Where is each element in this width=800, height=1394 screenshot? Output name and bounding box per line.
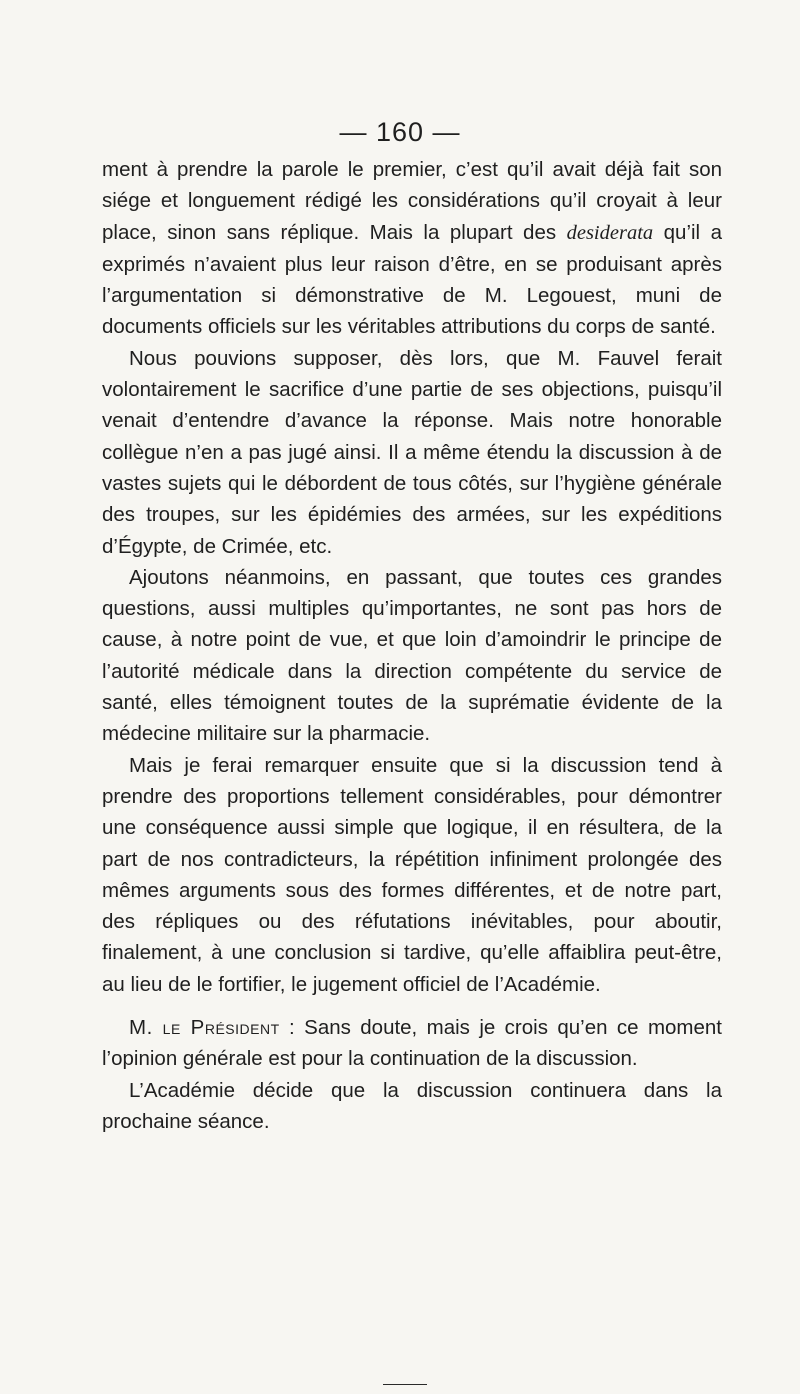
paragraph-text: qu’il a exprimés n’avaient plus leur raison d’être, en se produisant après l’argumentation si démonstrative de M. Legouest, muni de documents officiels sur les véritables attributions du corps de santé. bbox=[102, 220, 722, 339]
paragraph-president bbox=[102, 1012, 722, 1075]
paragraph: L’Académie décide que la discussion continuera dans la prochaine séance. bbox=[102, 1078, 722, 1133]
page-number: — 160 — bbox=[339, 117, 461, 147]
closing-rule bbox=[383, 1384, 427, 1385]
paragraph-text: : Sans doute, mais je crois qu’en ce moment l’opinion générale est pour la continuation de la discussion. bbox=[102, 1016, 723, 1071]
body-text bbox=[102, 154, 722, 1137]
paragraph: Nous pouvions supposer, dès lors, que M. Fauvel ferait volontairement le sacrifice d’une partie de ses objections, puisqu’il venait d’entendre d’avance la réponse. Mais notre honorable collègue n’en a pas jugé ainsi. Il a même étendu la discussion à de vastes sujets qui le débordent de tous côtés, sur l’hygiène générale des troupes, sur les épidémies des armées, sur les expéditions d’Égypte, de Crimée, etc. bbox=[102, 346, 722, 558]
paragraph: Mais je ferai remarquer ensuite que si la discussion tend à prendre des proportions tellement considérables, pour démontrer une conséquence aussi simple que logique, il en résultera, de la part de nos contradicteurs, la répétition infiniment prolongée des mêmes arguments sous des formes différentes, et de notre part, des répliques ou des réfutations inévitables, pour aboutir, finalement, à une conclusion si tardive, qu’elle affaiblira peut-être, au lieu de le fortifier, le jugement officiel de l’Académie. bbox=[102, 753, 722, 996]
paragraph: Ajoutons néanmoins, en passant, que toutes ces grandes questions, aussi multiples qu’importantes, ne sont pas hors de cause, à notre point de vue, et que loin d’amoindrir le principe de l’autorité médicale dans la direction compétente du service de santé, elles témoignent toutes de la suprématie évidente de la médecine militaire sur la pharmacie. bbox=[102, 565, 722, 746]
speaker-name: M. le Président bbox=[129, 1016, 280, 1040]
paragraph-continuation bbox=[102, 154, 722, 343]
paragraph-text: ment à prendre la parole le premier, c’est qu’il avait déjà fait son siége et longuement rédigé les considérations qu’il croyait à leur place, sinon sans réplique. Mais la plupart des bbox=[102, 158, 722, 244]
italic-term: desiderata bbox=[566, 221, 654, 244]
